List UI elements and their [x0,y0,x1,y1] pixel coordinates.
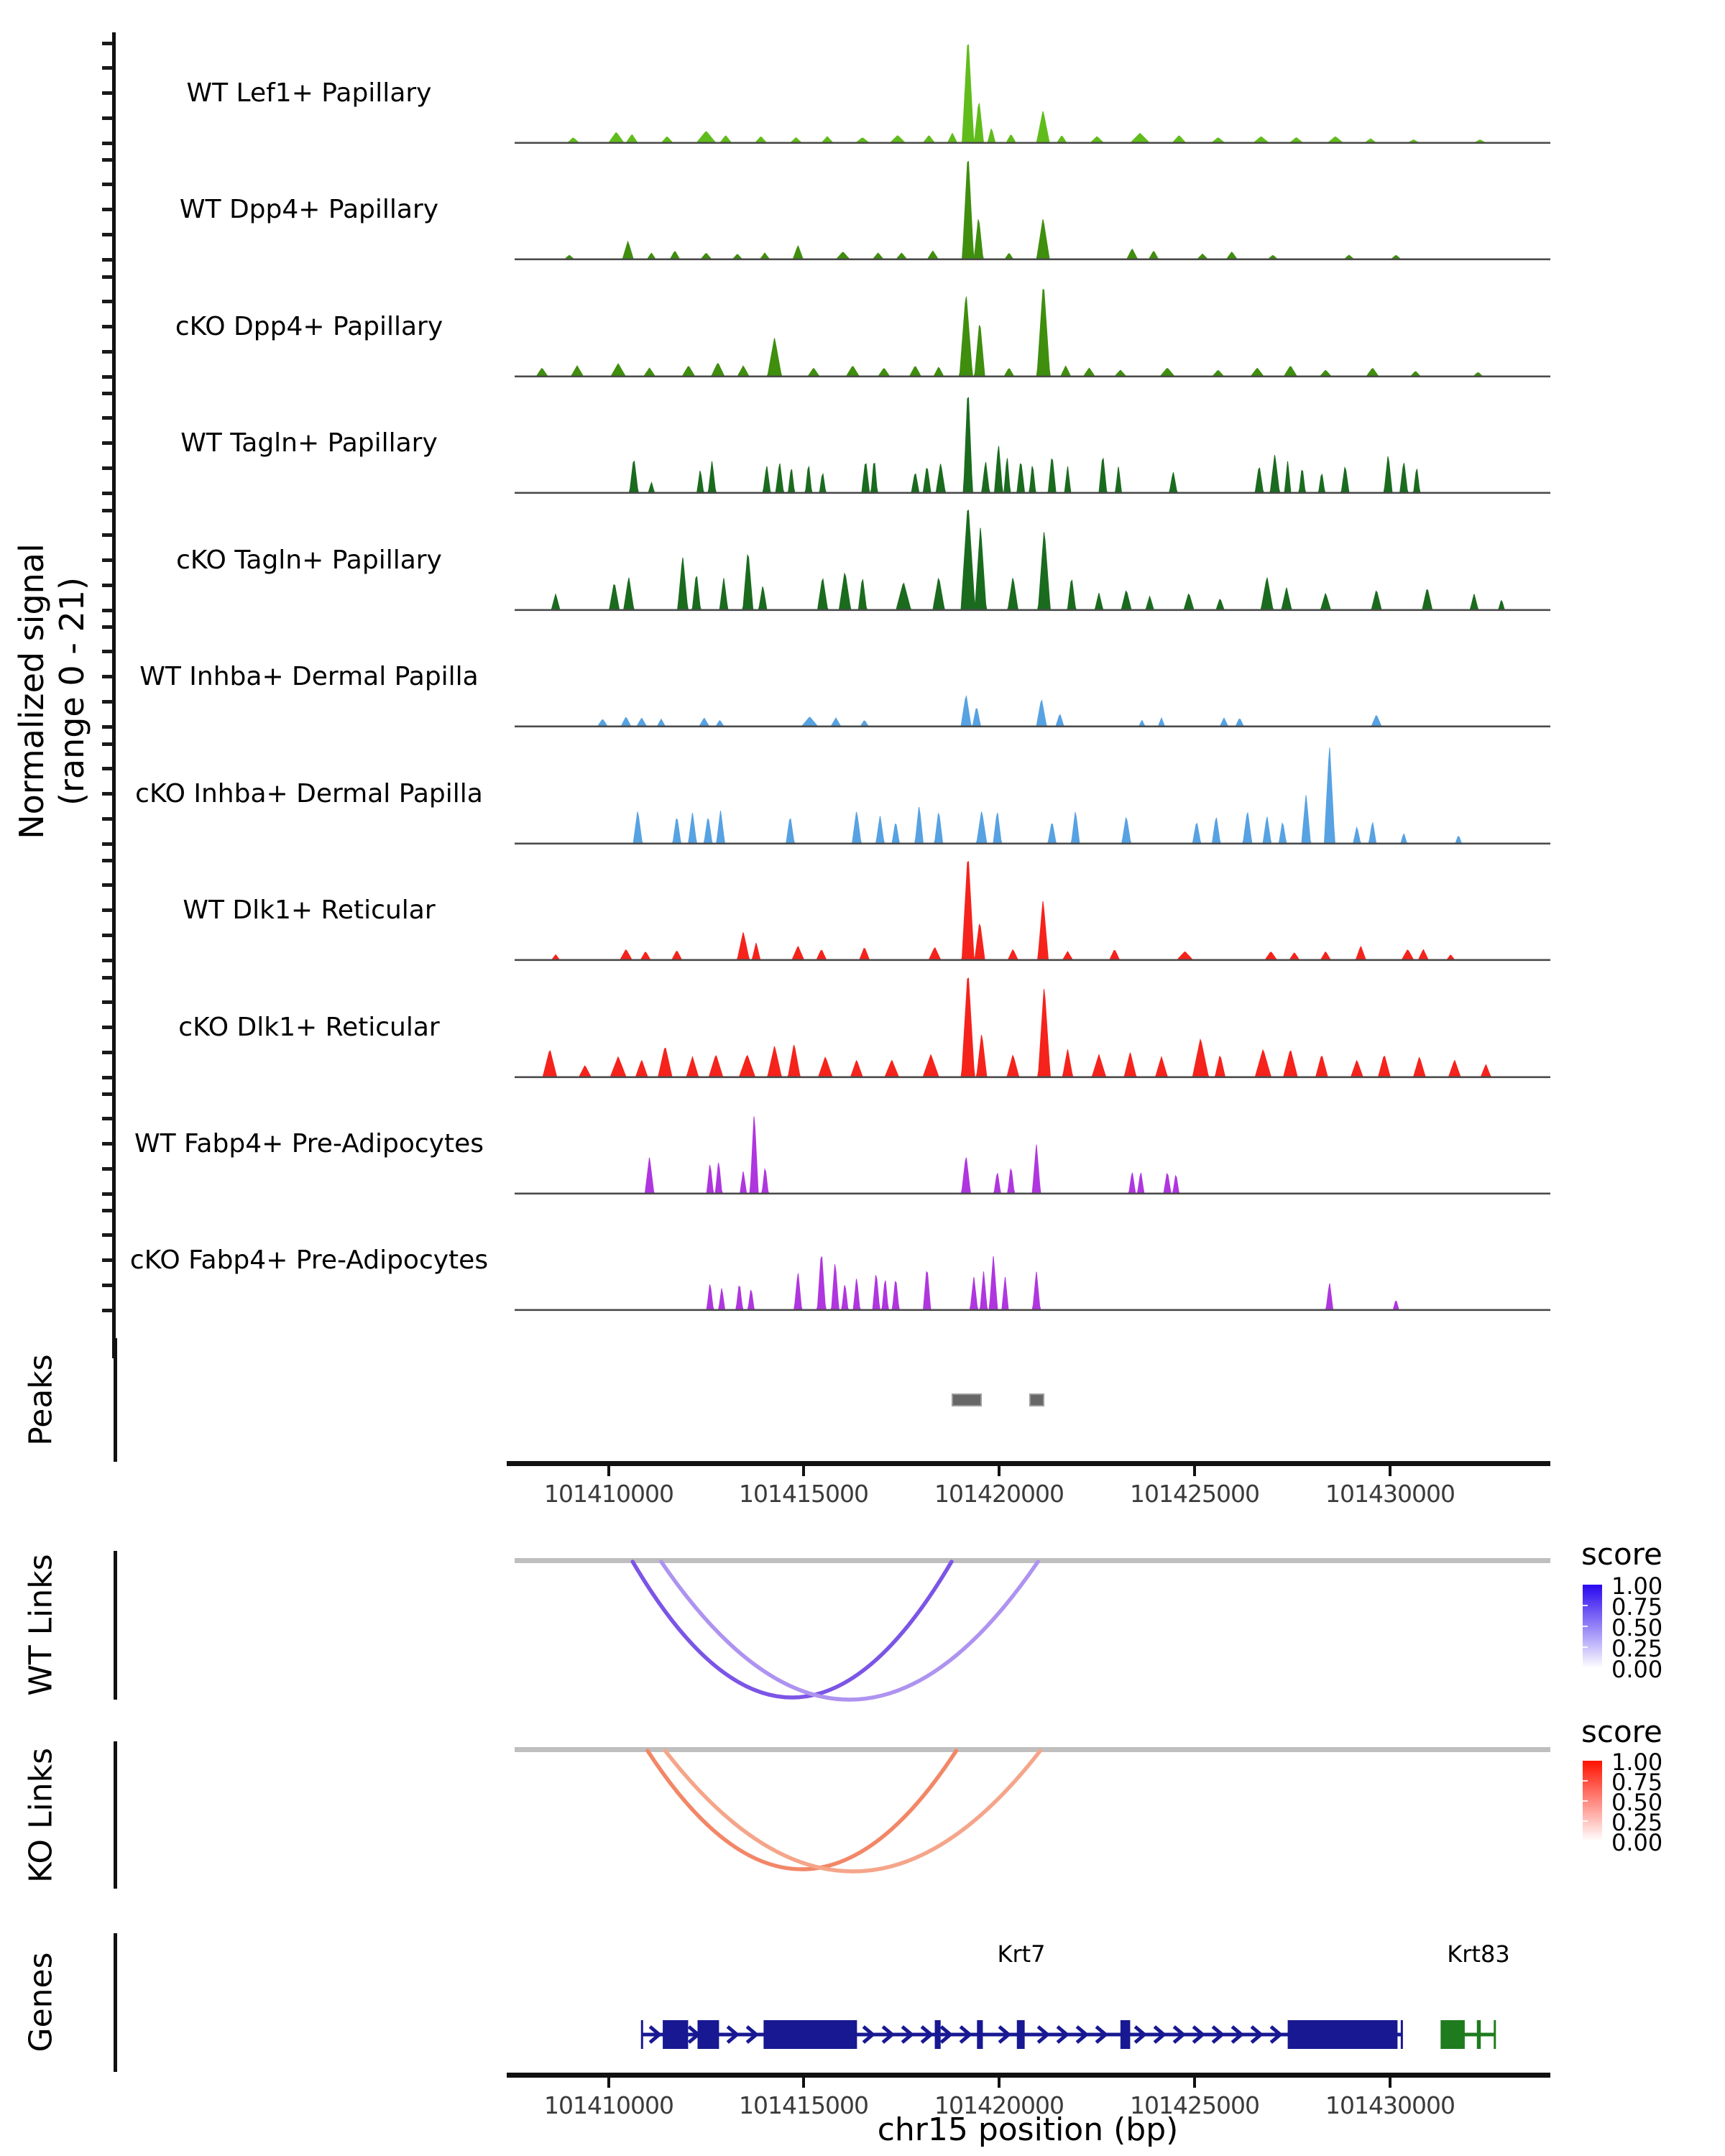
peaks-axis-tick-label: 101410000 [544,1480,673,1508]
y-axis-tick [102,116,113,120]
genes-svg [515,1995,1550,2081]
y-axis-label-line1: Normalized signal [12,543,51,839]
y-axis-tick [102,959,113,962]
y-axis-tick [102,650,113,653]
peaks-axis-tick [998,1466,1000,1476]
coverage-area-7 [515,862,1550,960]
wt-score-legend-notch [1583,1646,1588,1648]
peaks-axis-tick [1389,1466,1392,1476]
gene-exon-Krt83-1 [1477,2020,1481,2049]
y-axis-tick [102,859,113,862]
peak-region-0 [952,1393,982,1406]
coverage-track-svg-8 [515,964,1550,1079]
coverage-area-2 [515,290,1550,377]
coverage-area-9 [515,1117,1550,1194]
y-axis-tick [102,183,113,186]
ko-score-legend-tick-label: 0.50 [1611,1789,1663,1816]
peaks-bracket-line [114,1338,117,1462]
coverage-track-svg-10 [515,1197,1550,1312]
y-axis-tick [102,142,113,145]
ko-score-legend-notch [1583,1800,1588,1802]
coverage-baseline-2 [515,376,1550,378]
ko-score-legend-title: score [1581,1714,1662,1749]
coverage-track-svg-5 [515,613,1550,729]
wt-link-arc-0 [632,1562,952,1697]
peaks-axis-tick [1193,1466,1196,1476]
ko-link-arc-0 [648,1751,957,1869]
y-axis-tick [102,842,113,846]
peaks-axis-tick-label: 101420000 [934,1480,1064,1508]
ko-score-legend-notch [1583,1780,1588,1782]
bottom-axis-tick [998,2078,1000,2088]
y-axis-tick [102,609,113,612]
bottom-axis-tick-label: 101430000 [1325,2091,1455,2119]
wt-score-legend-notch [1583,1626,1588,1627]
y-axis-tick [102,66,113,70]
coverage-track-label-10: cKO Fabp4+ Pre-Adipocytes [129,1245,489,1275]
y-axis-tick [102,1076,113,1079]
coverage-track-svg-9 [515,1080,1550,1196]
y-axis-tick [102,700,113,704]
coverage-track-label-6: cKO Inhba+ Dermal Papilla [135,779,483,808]
bottom-axis-tick-label: 101420000 [934,2091,1064,2119]
gene-exon-Krt7-3 [935,2020,941,2049]
wt-score-legend-tick-label: 0.25 [1611,1635,1663,1662]
coverage-area-4 [515,510,1550,610]
y-axis-tick [102,767,113,770]
bottom-axis-line [507,2073,1550,2078]
coverage-y-axis-line [112,32,116,1358]
coverage-track-svg-0 [515,29,1550,145]
y-axis-tick [102,625,113,629]
genes-bracket-line [114,1933,117,2072]
coverage-area-0 [515,45,1550,143]
wt-score-legend-tick-label: 1.00 [1611,1572,1663,1600]
coverage-track-label-1: WT Dpp4+ Papillary [179,195,439,224]
y-axis-tick [102,725,113,729]
coverage-track-svg-7 [515,847,1550,962]
coverage-track-label-2: cKO Dpp4+ Papillary [175,312,443,341]
coverage-baseline-10 [515,1309,1550,1312]
coverage-area-1 [515,162,1550,259]
y-axis-tick [102,158,113,162]
y-axis-tick [102,1309,113,1312]
coverage-area-5 [515,696,1550,727]
ko-link-svg [515,1749,1550,1900]
peaks-axis-tick [802,1466,805,1476]
y-axis-tick [102,1117,113,1120]
coverage-track-label-4: cKO Tagln+ Papillary [176,545,442,575]
coverage-track-svg-3 [515,379,1550,495]
coverage-baseline-4 [515,609,1550,612]
wt-score-legend-title: score [1581,1537,1662,1572]
gene-end-mark [1494,2020,1496,2049]
gene-exon-Krt7-2 [763,2020,857,2049]
peaks-axis-tick [607,1466,610,1476]
peaks-axis-tick-label: 101430000 [1325,1480,1455,1508]
y-axis-tick [102,1051,113,1054]
y-axis-tick [102,350,113,354]
y-axis-tick [102,42,113,45]
y-axis-tick [102,416,113,420]
y-axis-tick [102,233,113,236]
ko-score-legend-notch [1583,1820,1588,1822]
gene-exon-Krt7-7 [1288,2020,1398,2049]
gene-end-mark [1401,2020,1403,2049]
gene-start-mark [641,2020,643,2049]
coverage-area-6 [515,747,1550,844]
y-axis-tick [102,1284,113,1287]
peaks-axis-tick-label: 101425000 [1130,1480,1259,1508]
wt-links-bracket-line [114,1551,117,1700]
y-axis-tick [102,1092,113,1096]
y-axis-tick [102,258,113,262]
y-axis-tick [102,466,113,470]
y-axis-tick [102,1209,113,1212]
coverage-track-label-3: WT Tagln+ Papillary [180,428,438,458]
y-axis-tick [102,1000,113,1004]
ko-score-legend-tick-label: 0.00 [1611,1829,1663,1856]
wt-score-legend-tick-label: 0.00 [1611,1656,1663,1683]
bottom-axis-tick [802,2078,805,2088]
wt-score-legend-tick-label: 0.75 [1611,1593,1663,1621]
coverage-area-8 [515,978,1550,1077]
coverage-baseline-7 [515,959,1550,962]
x-axis-title: chr15 position (bp) [877,2111,1179,2148]
y-axis-tick [102,1233,113,1237]
coverage-baseline-9 [515,1193,1550,1195]
wt-links-track-label: WT Links [22,1554,60,1696]
wt-score-legend-notch [1583,1605,1588,1606]
coverage-baseline-8 [515,1077,1550,1079]
coverage-track-svg-1 [515,146,1550,262]
genes-track-label: Genes [22,1952,60,2053]
ko-score-legend-tick-label: 1.00 [1611,1749,1663,1776]
y-axis-tick [102,392,113,395]
y-axis-tick [102,275,113,279]
y-axis-tick [102,817,113,821]
bottom-axis-tick [607,2078,610,2088]
coverage-track-label-9: WT Fabp4+ Pre-Adipocytes [134,1129,484,1158]
bottom-axis-tick-label: 101425000 [1130,2091,1259,2119]
ko-links-track-label: KO Links [22,1747,60,1884]
ko-link-arc-1 [665,1751,1040,1871]
wt-score-legend-tick-label: 0.50 [1611,1614,1663,1641]
coverage-track-svg-2 [515,263,1550,379]
gene-name-label-Krt7: Krt7 [997,1940,1046,1968]
y-axis-tick [102,883,113,887]
coverage-track-label-0: WT Lef1+ Papillary [186,78,432,108]
y-axis-tick [102,1167,113,1171]
gene-exon-Krt7-0 [663,2020,688,2049]
coverage-track-svg-4 [515,497,1550,612]
coverage-baseline-5 [515,726,1550,728]
peaks-axis-tick-label: 101415000 [739,1480,868,1508]
coverage-area-3 [515,397,1550,493]
bottom-axis-tick-label: 101410000 [544,2091,673,2119]
ko-score-legend-tick-label: 0.75 [1611,1769,1663,1796]
y-axis-tick [102,300,113,303]
ko-score-legend-tick-label: 0.25 [1611,1809,1663,1836]
ko-links-bracket-line [114,1741,117,1889]
gene-exon-Krt7-5 [1017,2020,1025,2049]
wt-link-svg [515,1560,1550,1711]
bottom-axis-tick [1193,2078,1196,2088]
coverage-baseline-6 [515,843,1550,845]
gene-name-label-Krt83: Krt83 [1447,1940,1510,1968]
gene-exon-Krt7-1 [697,2020,719,2049]
y-axis-tick [102,934,113,937]
peak-region-1 [1029,1393,1044,1406]
y-axis-tick [102,976,113,980]
y-axis-tick [102,375,113,379]
coverage-track-svg-6 [515,730,1550,846]
coverage-track-label-8: cKO Dlk1+ Reticular [178,1013,440,1042]
gene-start-mark [1440,2020,1443,2049]
peaks-axis-line [507,1461,1550,1466]
y-axis-tick [102,1192,113,1196]
coverage-track-label-5: WT Inhba+ Dermal Papilla [139,662,479,691]
peaks-track-label: Peaks [22,1354,60,1446]
gene-exon-Krt7-4 [977,2020,983,2049]
coverage-baseline-3 [515,492,1550,494]
y-axis-label [12,543,92,839]
y-axis-label-line2: (range 0 - 21) [52,577,91,806]
coverage-baseline-0 [515,142,1550,144]
y-axis-tick [102,533,113,537]
y-axis-tick [102,492,113,495]
coverage-area-10 [515,1256,1550,1310]
gene-exon-Krt7-6 [1121,2020,1131,2049]
coverage-track-label-7: WT Dlk1+ Reticular [183,895,436,925]
bottom-axis-tick [1389,2078,1392,2088]
gene-exon-Krt83-0 [1442,2020,1465,2049]
y-axis-tick [102,584,113,587]
y-axis-tick [102,509,113,512]
coverage-baseline-1 [515,259,1550,261]
y-axis-tick [102,742,113,746]
bottom-axis-tick-label: 101415000 [739,2091,868,2119]
